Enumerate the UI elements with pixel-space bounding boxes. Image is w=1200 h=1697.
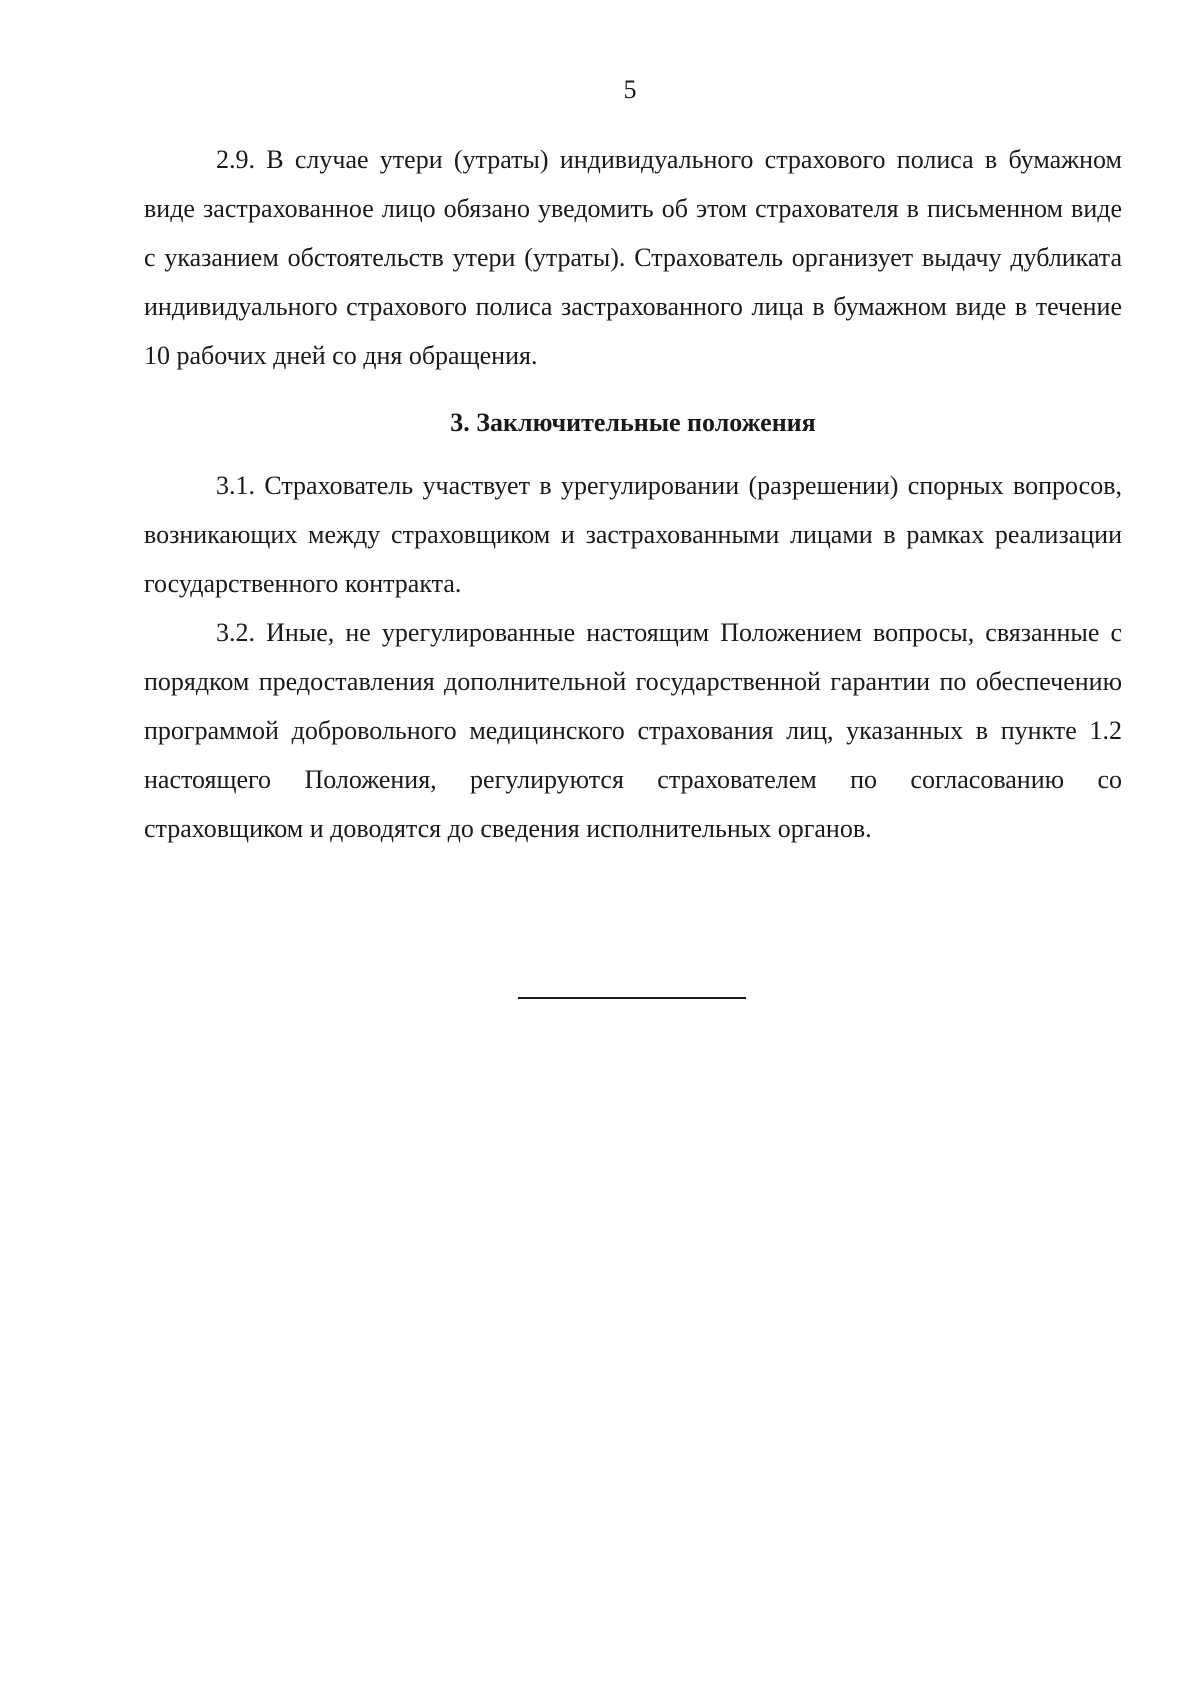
paragraph-3-1: 3.1. Страхователь участвует в урегулировании (разрешении) спорных вопросов, возникающих между страховщиком и застрахованными лицами в рамках реализации государственного контракта. bbox=[144, 471, 1122, 598]
end-of-document-rule bbox=[518, 997, 746, 999]
page-number: 5 bbox=[623, 75, 637, 104]
section-heading-3: 3. Заключительные положения bbox=[450, 408, 816, 437]
document-body bbox=[144, 135, 1122, 853]
paragraph-2-9: 2.9. В случае утери (утраты) индивидуального страхового полиса в бумажном виде застрахованное лицо обязано уведомить об этом страхователя в письменном виде с указанием обстоятельств утери (утраты). Страхователь организует выдачу дубликата индивидуального страхового полиса застрахованного лица в бумажном виде в течение 10 рабочих дней со дня обращения. bbox=[144, 145, 1122, 370]
paragraph-3-2: 3.2. Иные, не урегулированные настоящим Положением вопросы, связанные с порядком предоставления дополнительной государственной гарантии по обеспечению программой добровольного медицинского страхования лиц, указанных в пункте 1.2 настоящего Положения, регулируются страхователем по согласованию со страховщиком и доводятся до сведения исполнительных органов. bbox=[144, 618, 1122, 843]
